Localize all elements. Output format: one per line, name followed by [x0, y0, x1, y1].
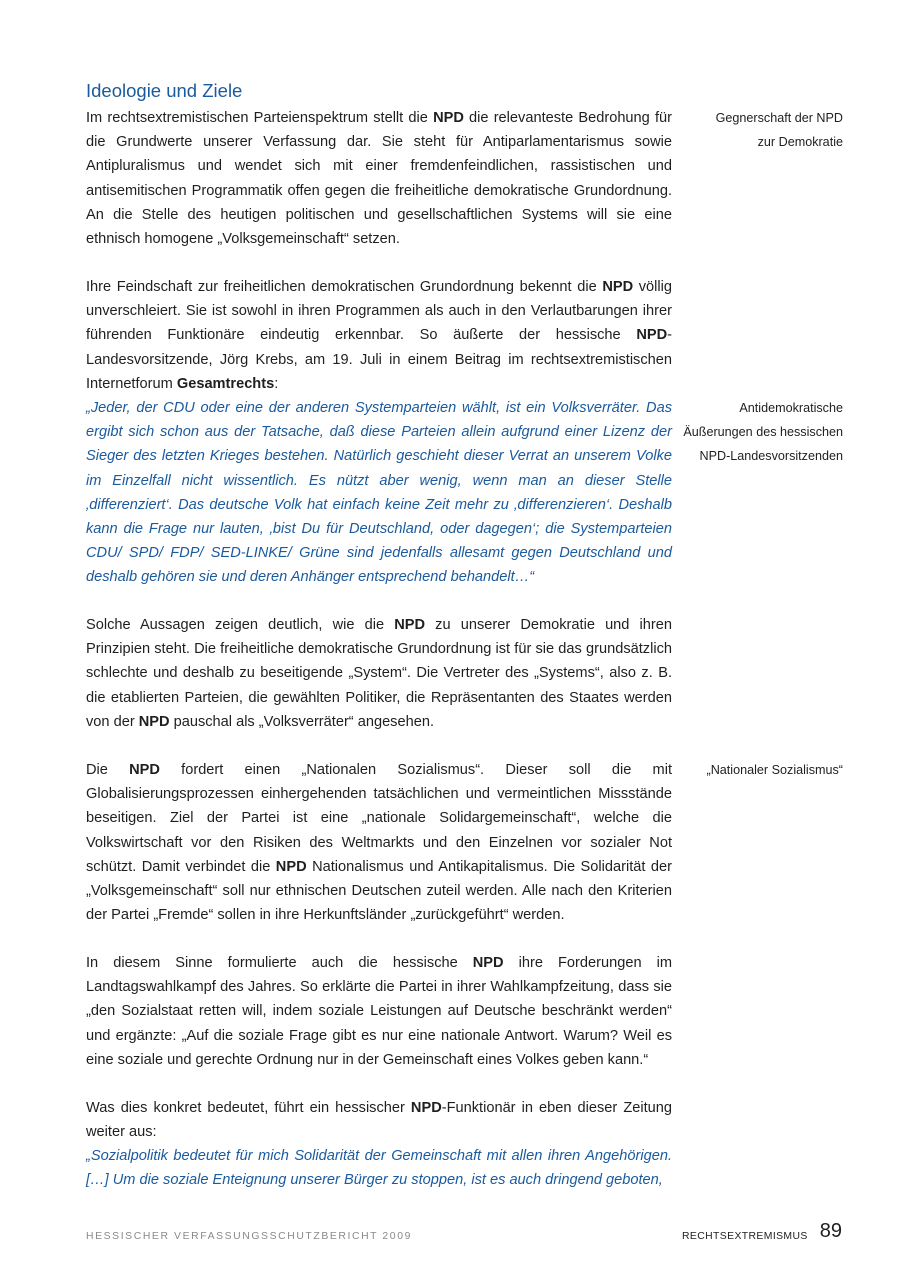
- text-run: Ihre Feindschaft zur freiheitlichen demokratischen Grundordnung bekennt die: [86, 279, 603, 295]
- npd-term: NPD: [433, 110, 464, 126]
- text-run: ihre Forderungen im Landtagswahlkampf des Jahres. So erklärte die Partei in ihrer Wahlkampfzeitung, dass sie „den Sozialstaat retten will, indem soziale Leistungen auf Deutsche beschränkt werden“ und ergänzte: „Auf die soziale Frage gibt es nur eine nationale Antwort. Warum? Weil es eine soziale und gerechte Ordnung nur in der Gemeinschaft eines Volkes geben kann.“: [86, 955, 672, 1068]
- text-run: Nationalismus und Antikapitalismus. Die Solidarität der „Volksgemeinschaft“ soll nur ethnischen Deutschen zuteil werden. Alle nach den Kriterien der Partei „Fremde“ sollen in ihre Herkunftsländer „zurückgeführt“ werden.: [86, 858, 673, 924]
- npd-term: NPD: [275, 858, 307, 875]
- margin-note-1: [653, 106, 843, 154]
- margin-note-line: zur Demokratie: [757, 135, 843, 150]
- margin-note-line: „Nationaler Sozialismus“: [706, 763, 843, 777]
- text-run: Was dies konkret bedeutet, führt ein hessischer: [86, 1100, 411, 1116]
- npd-term: NPD: [410, 1100, 442, 1116]
- text-run: Die: [86, 762, 130, 778]
- npd-term: NPD: [472, 955, 504, 971]
- margin-note-line: NPD-Landesvorsitzenden: [699, 449, 843, 464]
- footer-publication-title: HESSISCHER VERFASSUNGSSCHUTZBERICHT 2009: [86, 1231, 412, 1242]
- text-run: zu unserer Demokratie und ihren Prinzipien steht. Die freiheitliche demokratische Grundordnung ist für sie das grundsätzlich schlechte und deshalb zu beseitigende „System“. Die Vertreter des „Systems“, also z. B. die etablierten Parteien, die gewählten Politiker, die Repräsentanten des Staates werden von der: [86, 617, 672, 730]
- text-run: In diesem Sinne formulierte auch die hessische: [86, 955, 473, 971]
- text-run: -Landesvorsitzende, Jörg Krebs, am 19. Juli in einem Beitrag im rechtsextremistischen Internetforum: [86, 327, 672, 392]
- paragraph-5: [86, 951, 672, 1072]
- quote-functionary: „Sozialpolitik bedeutet für mich Solidarität der Gemeinschaft mit allen ihren Angehörigen. […] Um die soziale Enteignung unserer Bürger zu stoppen, ist es auch dringend geboten,: [86, 1148, 672, 1189]
- paragraph-6: [86, 1096, 672, 1144]
- margin-note-line: Gegnerschaft der NPD: [715, 111, 843, 125]
- paragraph-3: [86, 613, 672, 734]
- npd-term: NPD: [394, 617, 426, 633]
- text-run: fordert einen „Nationalen Sozialismus“. Dieser soll die mit Globalisierungsprozessen einhergehenden tatsächlichen und vermeintlichen Missstände beseitigen. Ziel der Partei ist eine „nationale Solidargemeinschaft“, welche die Volkswirtschaft vor den Risiken des Weltmarkts und den Einzelnen vor sozialer Not schützt. Damit verbindet die: [86, 762, 672, 875]
- text-run: :: [274, 375, 279, 392]
- text-run: völlig unverschleiert. Sie ist sowohl in ihren Programmen als auch in den Verlautbarungen ihrer führenden Funktionäre eindeutig erkennbar. So äußerte der hessische: [86, 279, 673, 344]
- npd-term: NPD: [636, 327, 668, 344]
- footer-section-title: RECHTSEXTREMISMUS: [682, 1231, 808, 1242]
- quote-krebs: „Jeder, der CDU oder eine der anderen Systemparteien wählt, ist ein Volksverräter. Das ergibt sich schon aus der Tatsache, daß diese Parteien allein aufgrund einer Lizenz der Sieger des letzten Krieges bestehen. Natürlich geschieht dieser Verrat an unserem Volke im Einzelfall nicht wissentlich. Es nützt aber wenig, wenn man an dieser Stelle ‚differenziert‘. Das deutsche Volk hat einfach keine Zeit mehr zu ‚differenzieren‘. Deshalb kann die Frage nur lauten, ‚bist Du für Deutschland, oder dagegen‘; die Systemparteien CDU/ SPD/ FDP/ SED-LINKE/ Grüne sind jedenfalls allesamt gegen Deutschland und deshalb gehören sie und deren Anhänger entsprechend behandelt…“: [86, 400, 672, 586]
- paragraph-1: [86, 106, 672, 251]
- paragraph-2: [86, 275, 672, 396]
- text-run: Im rechtsextremistischen Parteienspektrum stellt die: [86, 110, 434, 126]
- margin-note-2: [653, 396, 843, 469]
- npd-term: NPD: [129, 762, 160, 778]
- npd-term: NPD: [602, 279, 634, 295]
- text-run: Solche Aussagen zeigen deutlich, wie die: [86, 617, 395, 633]
- text-run: -Funktionär in eben dieser Zeitung weiter aus:: [86, 1100, 672, 1141]
- text-run: die relevanteste Bedrohung für die Grundwerte unserer Verfassung dar. Sie steht für Antiparlamentarismus sowie Antipluralismus und wendet sich mit einer fremdenfeindlichen, rassistischen und antisemitischen Programmatik offen gegen die freiheitliche demokratische Grundordnung. An die Stelle des heutigen politischen und gesellschaftlichen Systems will sie eine ethnisch homogene „Volksgemeinschaft“ setzen.: [86, 110, 672, 248]
- npd-term: NPD: [138, 713, 170, 730]
- forum-name: Gesamtrechts: [176, 375, 275, 392]
- text-run: pauschal als „Volksverräter“ angesehen.: [169, 713, 435, 730]
- page-number: 89: [819, 1220, 842, 1242]
- margin-note-line: Antidemokratische: [739, 401, 843, 415]
- paragraph-4: [86, 758, 672, 927]
- margin-note-3: [653, 758, 843, 782]
- margin-note-line: Äußerungen des hessischen: [683, 425, 843, 440]
- section-heading: Ideologie und Ziele: [86, 80, 243, 101]
